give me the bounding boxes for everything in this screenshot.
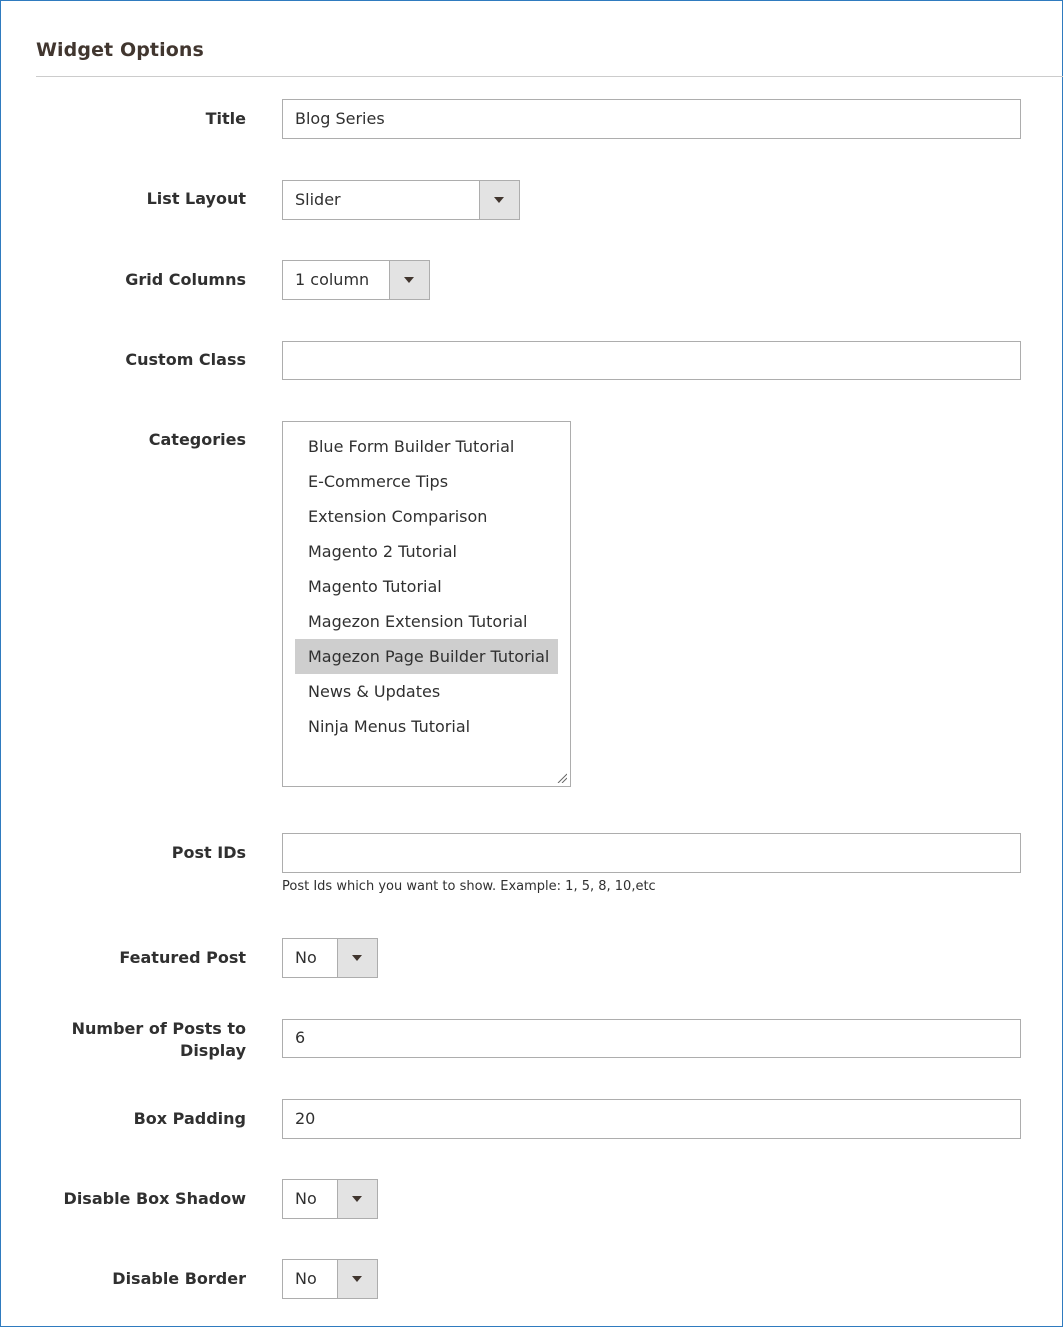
post-ids-input[interactable]	[282, 833, 1021, 873]
num-posts-input[interactable]: 6	[282, 1019, 1021, 1058]
category-option[interactable]: Extension Comparison	[308, 507, 488, 526]
triangle-down-icon	[352, 1196, 362, 1202]
category-option[interactable]: News & Updates	[308, 682, 441, 701]
grid-columns-label: Grid Columns	[125, 270, 246, 289]
categories-label: Categories	[148, 430, 246, 449]
featured-post-label: Featured Post	[119, 948, 246, 967]
grid-columns-dropdown-button[interactable]	[389, 261, 429, 299]
list-layout-label: List Layout	[146, 189, 246, 208]
resize-grip-icon[interactable]	[557, 773, 567, 783]
custom-class-label: Custom Class	[125, 350, 246, 369]
category-option[interactable]: Blue Form Builder Tutorial	[308, 437, 515, 456]
category-option[interactable]: E-Commerce Tips	[308, 472, 449, 491]
triangle-down-icon	[352, 955, 362, 961]
box-padding-label: Box Padding	[133, 1109, 246, 1128]
categories-multiselect[interactable]	[282, 421, 571, 787]
triangle-down-icon	[352, 1276, 362, 1282]
category-option[interactable]: Ninja Menus Tutorial	[308, 717, 471, 736]
section-divider	[36, 76, 1063, 77]
title-input[interactable]: Blog Series	[282, 99, 1021, 139]
custom-class-input[interactable]	[282, 341, 1021, 380]
category-option[interactable]: Magezon Extension Tutorial	[308, 612, 528, 631]
list-layout-select[interactable]	[282, 180, 520, 220]
num-posts-label-line1: Number of Posts to	[71, 1019, 246, 1038]
list-layout-dropdown-button[interactable]	[479, 181, 519, 219]
featured-post-dropdown-button[interactable]	[337, 939, 377, 977]
disable-box-shadow-select[interactable]	[282, 1179, 378, 1219]
section-title: Widget Options	[36, 39, 204, 61]
triangle-down-icon	[404, 277, 414, 283]
category-option[interactable]: Magento Tutorial	[308, 577, 442, 596]
disable-border-select[interactable]	[282, 1259, 378, 1299]
disable-box-shadow-value: No	[295, 1189, 317, 1208]
num-posts-label	[41, 1018, 246, 1062]
post-ids-label: Post IDs	[171, 843, 246, 862]
num-posts-label-line2: Display	[180, 1041, 246, 1060]
grid-columns-select[interactable]	[282, 260, 430, 300]
box-padding-input[interactable]: 20	[282, 1099, 1021, 1139]
featured-post-select[interactable]	[282, 938, 378, 978]
featured-post-value: No	[295, 948, 317, 967]
disable-border-label: Disable Border	[112, 1269, 246, 1288]
triangle-down-icon	[494, 197, 504, 203]
disable-box-shadow-label: Disable Box Shadow	[63, 1189, 246, 1208]
list-layout-value: Slider	[295, 190, 341, 209]
post-ids-note: Post Ids which you want to show. Example: 1, 5, 8, 10,etc	[282, 879, 656, 894]
disable-border-dropdown-button[interactable]	[337, 1260, 377, 1298]
disable-border-value: No	[295, 1269, 317, 1288]
disable-box-shadow-dropdown-button[interactable]	[337, 1180, 377, 1218]
category-option[interactable]: Magento 2 Tutorial	[308, 542, 457, 561]
category-option-selected[interactable]: Magezon Page Builder Tutorial	[295, 639, 558, 674]
grid-columns-value: 1 column	[295, 270, 370, 289]
title-label: Title	[205, 109, 246, 128]
